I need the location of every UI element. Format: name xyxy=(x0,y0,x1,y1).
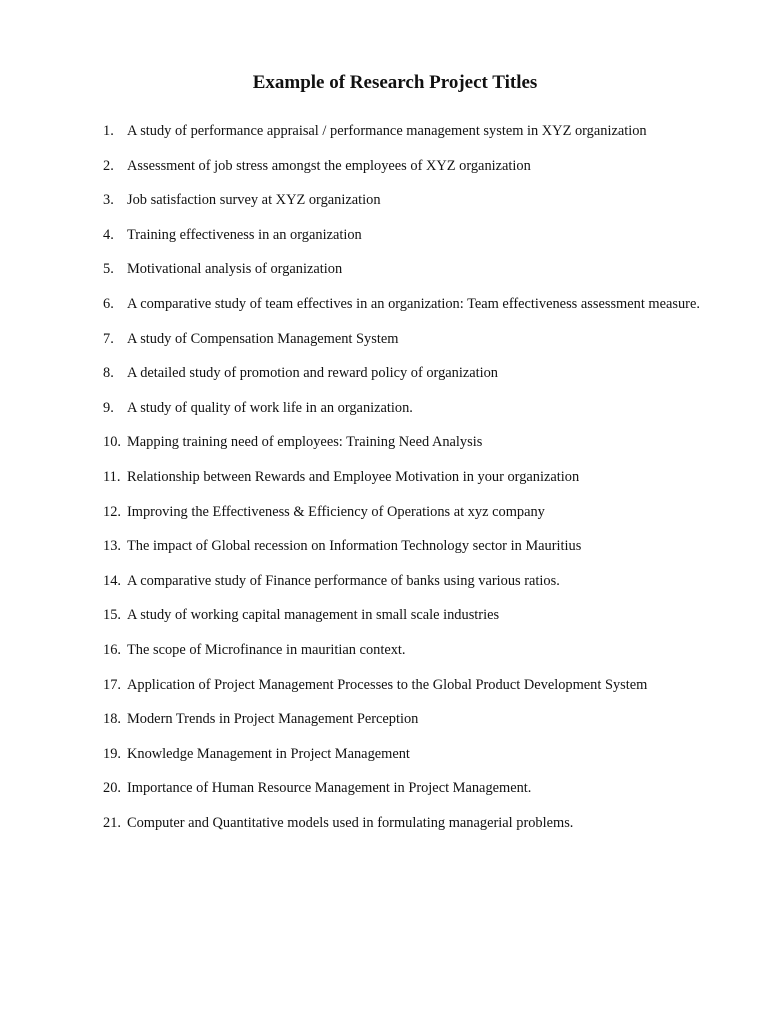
list-item xyxy=(103,149,703,184)
list-item-number: 2. xyxy=(103,157,114,174)
list-item-text: Modern Trends in Project Management Perception xyxy=(127,711,419,728)
list-item-text: Assessment of job stress amongst the employees of XYZ organization xyxy=(127,157,531,174)
list-item-text: Knowledge Management in Project Management xyxy=(127,745,410,762)
list-item-text: A study of working capital management in small scale industries xyxy=(127,607,500,624)
list-item-text: Computer and Quantitative models used in formulating managerial problems. xyxy=(127,814,574,831)
list-item-text: Relationship between Rewards and Employee Motivation in your organization xyxy=(127,468,580,485)
list-item xyxy=(103,287,703,322)
list-item-text: Job satisfaction survey at XYZ organization xyxy=(127,192,381,209)
list-item xyxy=(103,322,703,357)
list-item xyxy=(103,564,703,599)
list-item-text: A comparative study of team effectives in an organization: Team effectiveness assessment measure. xyxy=(127,295,700,312)
list-item-number: 12. xyxy=(103,503,121,520)
list-item xyxy=(103,114,703,149)
list-item-number: 14. xyxy=(103,572,121,589)
list-item-number: 9. xyxy=(103,399,114,416)
list-item-number: 13. xyxy=(103,538,121,555)
list-item-number: 6. xyxy=(103,295,114,312)
document-title: Example of Research Project Titles xyxy=(252,72,538,93)
list-item-number: 3. xyxy=(103,192,114,209)
list-item-number: 17. xyxy=(103,676,121,693)
list-item xyxy=(103,806,703,841)
list-item-number: 8. xyxy=(103,365,114,382)
list-item-number: 11. xyxy=(103,468,121,485)
list-item-number: 19. xyxy=(103,745,121,762)
list-item-number: 18. xyxy=(103,711,121,728)
list-item-number: 16. xyxy=(103,641,121,658)
list-item xyxy=(103,425,703,460)
list-item-text: A study of Compensation Management System xyxy=(127,330,399,347)
list-item-text: Improving the Effectiveness & Efficiency of Operations at xyz company xyxy=(127,503,545,520)
list-item xyxy=(103,218,703,253)
research-title-list xyxy=(103,114,703,840)
list-item-text: Mapping training need of employees: Training Need Analysis xyxy=(127,434,483,451)
list-item-text: A comparative study of Finance performance of banks using various ratios. xyxy=(127,572,560,589)
list-item xyxy=(103,529,703,564)
list-item xyxy=(103,183,703,218)
list-item-number: 20. xyxy=(103,780,121,797)
list-item-text: A study of quality of work life in an organization. xyxy=(127,399,413,416)
list-item-number: 21. xyxy=(103,814,121,831)
list-item-text: A study of performance appraisal / performance management system in XYZ organization xyxy=(127,123,647,139)
list-item-number: 7. xyxy=(103,330,114,347)
list-item xyxy=(103,356,703,391)
list-item-number: 10. xyxy=(103,434,121,451)
list-item xyxy=(103,737,703,772)
list-item xyxy=(103,771,703,806)
list-item-number: 1. xyxy=(103,123,114,139)
list-item-number: 15. xyxy=(103,607,121,624)
list-item xyxy=(103,252,703,287)
list-item xyxy=(103,702,703,737)
list-item-text: Motivational analysis of organization xyxy=(127,261,343,278)
list-item-number: 5. xyxy=(103,261,114,278)
list-item xyxy=(103,460,703,495)
list-item-text: Training effectiveness in an organization xyxy=(127,226,362,243)
list-item xyxy=(103,633,703,668)
list-item xyxy=(103,668,703,703)
list-item-text: A detailed study of promotion and reward policy of organization xyxy=(127,365,499,382)
list-item-text: Importance of Human Resource Management in Project Management. xyxy=(127,780,532,797)
list-item xyxy=(103,391,703,426)
list-item-text: The impact of Global recession on Information Technology sector in Mauritius xyxy=(127,538,582,555)
list-item xyxy=(103,495,703,530)
list-item xyxy=(103,598,703,633)
list-item-number: 4. xyxy=(103,226,114,243)
list-item-text: The scope of Microfinance in mauritian context. xyxy=(127,641,406,658)
list-item-text: Application of Project Management Processes to the Global Product Development System xyxy=(127,676,648,693)
